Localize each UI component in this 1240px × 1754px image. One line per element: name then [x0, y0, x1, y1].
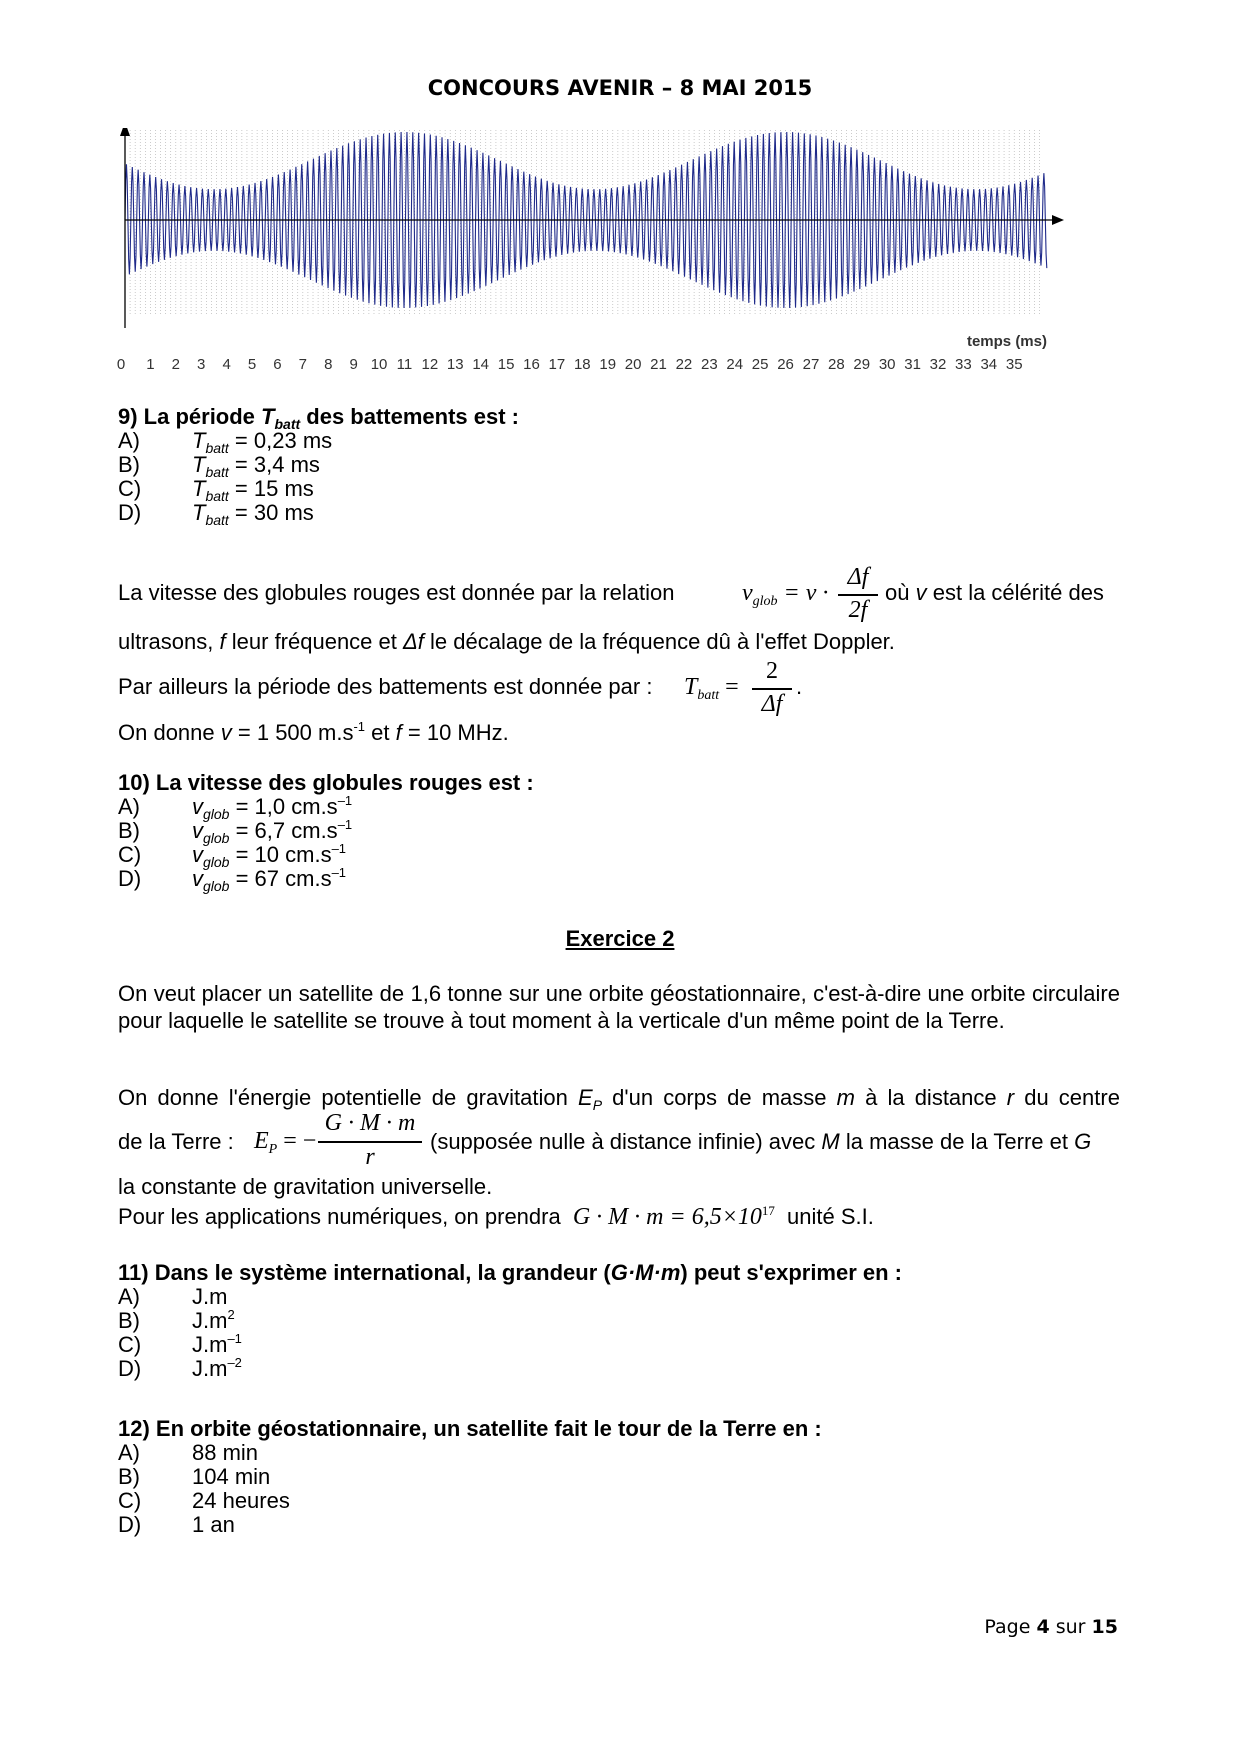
option-letter: C) — [118, 1332, 142, 1357]
x-tick-label: 29 — [853, 356, 871, 373]
option-letter: D) — [118, 1512, 142, 1537]
option-value: $v_{glob} = 67$ $cm.s^{-1}$ — [192, 865, 347, 894]
doppler-line-2: ultrasons, f leur fréquence et Δf le décalage de la fréquence dû à l'effet Doppler. — [118, 629, 895, 654]
x-tick-label: 16 — [523, 356, 540, 373]
option-letter: C) — [118, 842, 142, 867]
exercise-2-energy-line-2a: de la Terre : — [118, 1129, 234, 1154]
x-tick-label: 1 — [146, 356, 155, 373]
x-tick-label: 0 — [116, 356, 126, 373]
question-10-title: 10) La vitesse des globules rouges est : — [118, 770, 534, 795]
exercise-2-numeric-line: Pour les applications numériques, on prendra $G \cdot M \cdot m = 6,5\times 10^{17}$ unité S.I. — [118, 1203, 874, 1230]
x-tick-label: 33 — [955, 356, 972, 373]
x-tick-label: 21 — [650, 356, 667, 373]
x-tick-label: 11 — [396, 356, 413, 373]
ep-fraction-bar — [318, 1141, 422, 1143]
doppler-line-1b: où v est la célérité des — [885, 580, 1104, 605]
x-tick-label: 13 — [446, 356, 464, 373]
option-value: J.m — [192, 1284, 228, 1309]
option-value: $T_{batt} = 3,4$ ms — [192, 452, 320, 480]
x-tick-label: 2 — [171, 356, 180, 373]
option-value: 88 min — [192, 1440, 259, 1465]
tbatt-period: . — [796, 674, 803, 699]
option-letter: A) — [118, 1284, 140, 1309]
x-tick-label: 27 — [802, 356, 820, 373]
x-tick-label: 32 — [929, 356, 947, 373]
x-tick-label: 20 — [624, 356, 642, 373]
x-tick-label: 4 — [222, 356, 231, 373]
option-value: $v_{glob} = 6,7$ $cm.s^{-1}$ — [192, 817, 353, 846]
ep-denominator: r — [365, 1144, 375, 1170]
beat-signal-chart — [112, 128, 1072, 378]
vglob-formula-left: $v_{glob} = v$ · — [742, 580, 829, 609]
option-letter: A) — [118, 1440, 140, 1465]
x-tick-label: 35 — [1005, 356, 1023, 373]
exercise-2-energy-line-3: la constante de gravitation universelle. — [118, 1174, 493, 1199]
option-letter: B) — [118, 1308, 140, 1333]
ep-formula-left: $E_P$ = − — [254, 1128, 317, 1157]
question-11-title: 11) Dans le système international, la grandeur (G·M·m) peut s'exprimer en : — [118, 1260, 903, 1285]
page-header: CONCOURS AVENIR – 8 MAI 2015 — [427, 76, 813, 100]
tbatt-fraction-bar — [752, 688, 792, 690]
doppler-line-4: On donne v = 1 500 $m.s^{-1}$ et f = 10 MHz. — [118, 719, 509, 745]
option-letter: A) — [118, 428, 140, 453]
x-axis-arrow — [1052, 215, 1064, 225]
x-tick-label: 5 — [247, 356, 257, 373]
exercise-2-title: Exercice 2 — [565, 926, 675, 951]
option-letter: B) — [118, 818, 140, 843]
y-axis-arrow — [120, 128, 130, 136]
x-tick-label: 26 — [777, 356, 794, 373]
x-tick-label: 9 — [349, 356, 358, 373]
x-tick-label: 22 — [675, 356, 693, 373]
page-footer: Page 4 sur 15 — [984, 1616, 1118, 1638]
vglob-fraction-bar — [838, 594, 878, 596]
x-tick-label: 25 — [751, 356, 769, 373]
x-tick-label: 3 — [197, 356, 206, 373]
option-letter: B) — [118, 452, 140, 477]
exercise-2-energy-line-1: On donne l'énergie potentielle de gravitation $E_P$ d'un corps de masse m à la distance r du centre — [118, 1085, 1120, 1113]
option-letter: B) — [118, 1464, 140, 1489]
option-value: $T_{batt} = 0,23$ ms — [192, 428, 333, 456]
x-tick-label: 12 — [421, 356, 439, 373]
x-tick-label: 14 — [472, 356, 490, 373]
chart-tick-labels — [117, 356, 1023, 373]
option-value: $J.m^{-2}$ — [192, 1355, 242, 1381]
doppler-line-3: Par ailleurs la période des battements est donnée par : — [118, 674, 653, 699]
option-value: $J.m^{-1}$ — [192, 1331, 242, 1357]
option-value: $T_{batt} = 15$ ms — [192, 476, 314, 504]
x-tick-label: 28 — [828, 356, 845, 373]
ep-numerator: G · M · m — [324, 1110, 416, 1136]
exercise-2-energy-line-2b: (supposée nulle à distance infinie) avec M la masse de la Terre et G — [430, 1129, 1092, 1154]
tbatt-formula-left: $T_{batt}$ = — [684, 674, 739, 703]
option-value: 24 heures — [192, 1488, 290, 1513]
option-value: 104 min — [192, 1464, 271, 1489]
option-value: $J.m^2$ — [192, 1307, 235, 1333]
x-tick-label: 7 — [298, 356, 308, 373]
x-tick-label: 10 — [370, 356, 388, 373]
doppler-line-1a: La vitesse des globules rouges est donnée par la relation — [118, 580, 675, 605]
option-letter: C) — [118, 1488, 142, 1513]
option-letter: A) — [118, 794, 140, 819]
x-tick-label: 23 — [700, 356, 718, 373]
tbatt-numerator: 2 — [766, 658, 778, 684]
x-tick-label: 18 — [573, 356, 591, 373]
tbatt-denominator: Δf — [761, 691, 783, 717]
option-value: $v_{glob} = 1,0$ $cm.s^{-1}$ — [192, 793, 353, 822]
x-tick-label: 24 — [726, 356, 744, 373]
option-value: $T_{batt} = 30$ ms — [192, 500, 314, 528]
x-tick-label: 19 — [599, 356, 617, 373]
x-axis-label: temps (ms) — [966, 333, 1047, 350]
exercise-2-intro: On veut placer un satellite de 1,6 tonne sur une orbite géostationnaire, c'est-à-dire une orbite circulaire pour laquelle le satellite se trouve à tout moment à la verticale d'un même point de la Terre. — [118, 981, 1120, 1033]
option-value: 1 an — [192, 1512, 235, 1537]
x-tick-label: 8 — [324, 356, 333, 373]
x-tick-label: 31 — [904, 356, 921, 373]
vglob-numerator: Δf — [847, 564, 869, 590]
question-12-title: 12) En orbite géostationnaire, un satellite fait le tour de la Terre en : — [118, 1416, 822, 1441]
x-tick-label: 15 — [497, 356, 515, 373]
x-tick-label: 30 — [878, 356, 896, 373]
question-9-title: 9) La période $T_{batt}$ des battements est : — [118, 404, 520, 432]
option-letter: D) — [118, 500, 142, 525]
option-letter: D) — [118, 866, 142, 891]
x-tick-label: 34 — [980, 356, 998, 373]
vglob-denominator: 2f — [848, 597, 868, 623]
option-letter: D) — [118, 1356, 142, 1381]
option-letter: C) — [118, 476, 142, 501]
x-tick-label: 17 — [548, 356, 566, 373]
x-tick-label: 6 — [273, 356, 282, 373]
option-value: $v_{glob} = 10$ $cm.s^{-1}$ — [192, 841, 347, 870]
